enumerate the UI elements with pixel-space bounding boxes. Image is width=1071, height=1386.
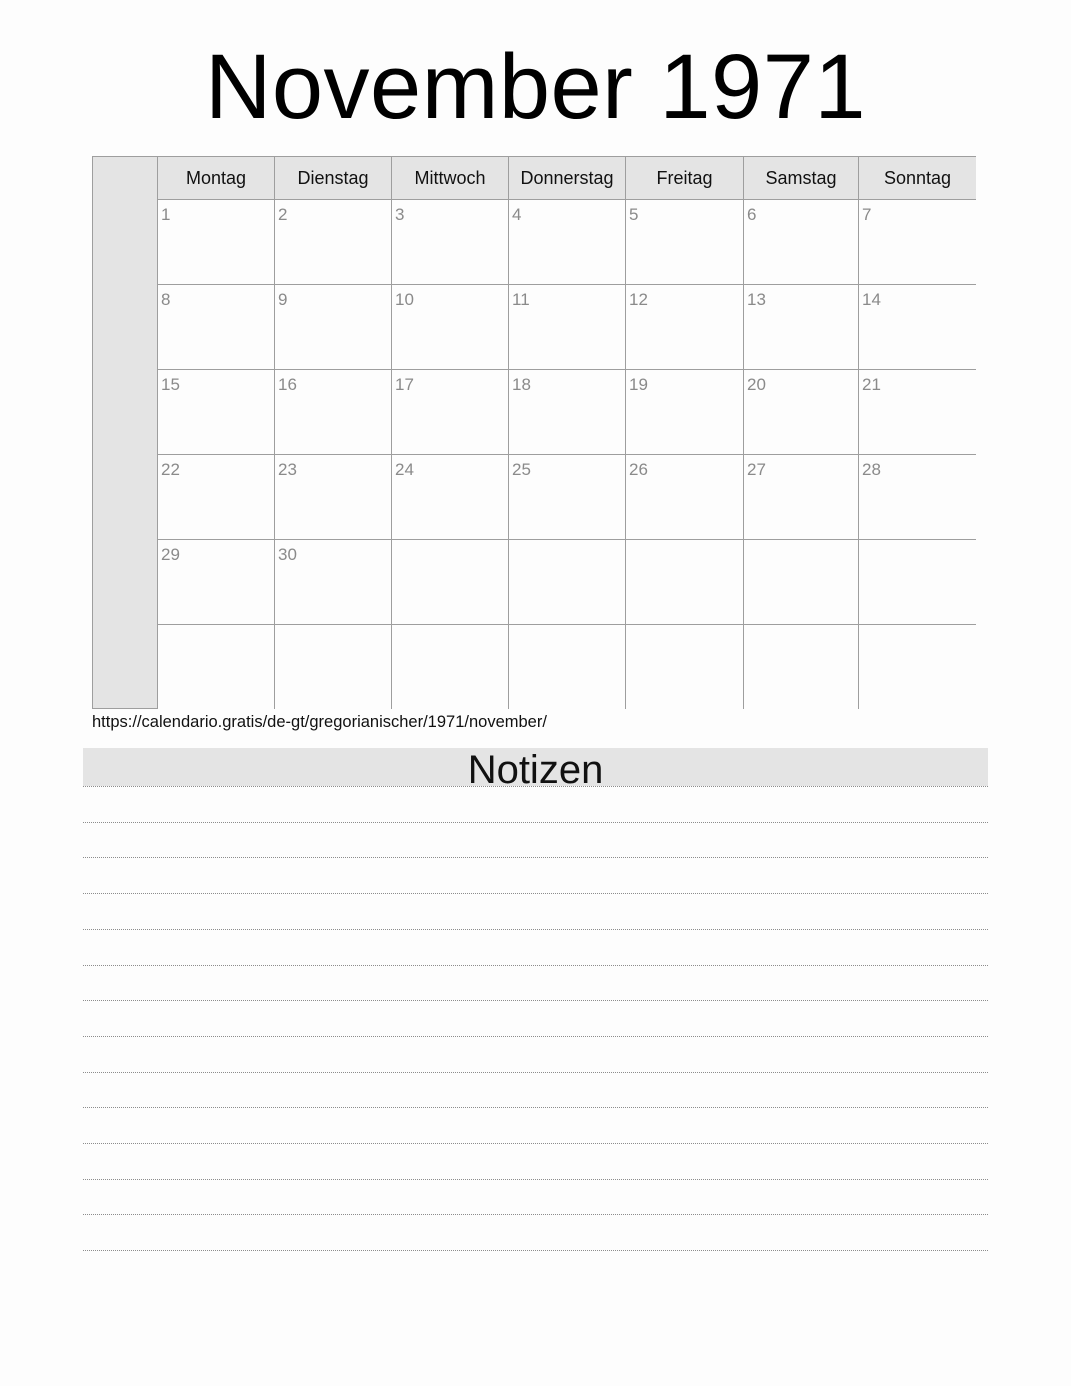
day-cell — [743, 624, 858, 709]
day-cell — [157, 199, 274, 284]
day-cell — [858, 199, 976, 284]
day-number: 21 — [862, 375, 881, 394]
note-line — [83, 857, 988, 858]
day-number: 2 — [278, 205, 288, 224]
day-cell — [625, 199, 743, 284]
day-cell — [858, 624, 976, 709]
day-cell — [391, 624, 508, 709]
day-number: 19 — [629, 375, 648, 394]
calendar-table — [157, 156, 977, 709]
source-url: https://calendario.gratis/de-gt/gregorianischer/1971/november/ — [92, 713, 547, 731]
calendar-grid — [92, 156, 976, 709]
note-line — [83, 1214, 988, 1215]
day-number: 6 — [747, 205, 757, 224]
day-number: 10 — [395, 290, 414, 309]
day-cell — [274, 539, 391, 624]
weekday-header-saturday: Samstag — [743, 156, 858, 199]
day-number: 25 — [512, 460, 531, 479]
day-number: 16 — [278, 375, 297, 394]
day-number: 30 — [278, 545, 297, 564]
day-cell — [858, 539, 976, 624]
day-cell — [743, 369, 858, 454]
note-line — [83, 1250, 988, 1251]
day-cell — [157, 284, 274, 369]
day-cell — [391, 369, 508, 454]
day-cell — [508, 539, 625, 624]
day-number: 28 — [862, 460, 881, 479]
day-cell — [743, 454, 858, 539]
note-line — [83, 1107, 988, 1108]
note-line — [83, 1036, 988, 1037]
day-number: 17 — [395, 375, 414, 394]
day-cell — [625, 369, 743, 454]
weekday-header-sunday: Sonntag — [858, 156, 976, 199]
day-cell — [625, 539, 743, 624]
day-number: 13 — [747, 290, 766, 309]
day-cell — [743, 199, 858, 284]
day-number: 5 — [629, 205, 639, 224]
day-cell — [157, 454, 274, 539]
day-cell — [391, 454, 508, 539]
weekday-header-friday: Freitag — [625, 156, 743, 199]
day-cell — [743, 539, 858, 624]
day-number: 7 — [862, 205, 872, 224]
day-number: 8 — [161, 290, 171, 309]
day-number: 18 — [512, 375, 531, 394]
note-line — [83, 822, 988, 823]
weekday-header-thursday: Donnerstag — [508, 156, 625, 199]
day-cell — [508, 624, 625, 709]
weekday-header-wednesday: Mittwoch — [391, 156, 508, 199]
note-line — [83, 1000, 988, 1001]
page-title: November 1971 — [204, 36, 867, 138]
day-cell — [391, 539, 508, 624]
day-number: 29 — [161, 545, 180, 564]
note-line — [83, 1143, 988, 1144]
day-cell — [157, 539, 274, 624]
day-cell — [625, 454, 743, 539]
day-cell — [391, 284, 508, 369]
day-number: 24 — [395, 460, 414, 479]
day-cell — [274, 284, 391, 369]
note-line — [83, 929, 988, 930]
day-cell — [508, 454, 625, 539]
day-cell — [274, 199, 391, 284]
day-number: 27 — [747, 460, 766, 479]
day-cell — [625, 284, 743, 369]
day-number: 11 — [512, 290, 530, 309]
day-cell — [508, 369, 625, 454]
notes-heading: Notizen — [83, 748, 988, 786]
day-cell — [157, 624, 274, 709]
day-number: 26 — [629, 460, 648, 479]
day-cell — [274, 369, 391, 454]
day-cell — [274, 624, 391, 709]
note-line — [83, 1072, 988, 1073]
note-line — [83, 786, 988, 787]
day-cell — [858, 454, 976, 539]
day-cell — [508, 199, 625, 284]
day-number: 23 — [278, 460, 297, 479]
day-number: 22 — [161, 460, 180, 479]
note-line — [83, 1179, 988, 1180]
day-cell — [625, 624, 743, 709]
weekday-header-monday: Montag — [157, 156, 274, 199]
day-number: 3 — [395, 205, 405, 224]
note-line — [83, 965, 988, 966]
day-cell — [743, 284, 858, 369]
note-line — [83, 893, 988, 894]
day-number: 9 — [278, 290, 288, 309]
weekday-header-tuesday: Dienstag — [274, 156, 391, 199]
day-number: 4 — [512, 205, 522, 224]
day-cell — [274, 454, 391, 539]
day-number: 12 — [629, 290, 648, 309]
day-cell — [858, 284, 976, 369]
day-cell — [508, 284, 625, 369]
day-number: 15 — [161, 375, 180, 394]
day-cell — [391, 199, 508, 284]
day-cell — [157, 369, 274, 454]
day-cell — [858, 369, 976, 454]
day-number: 20 — [747, 375, 766, 394]
day-number: 1 — [161, 205, 171, 224]
day-number: 14 — [862, 290, 881, 309]
